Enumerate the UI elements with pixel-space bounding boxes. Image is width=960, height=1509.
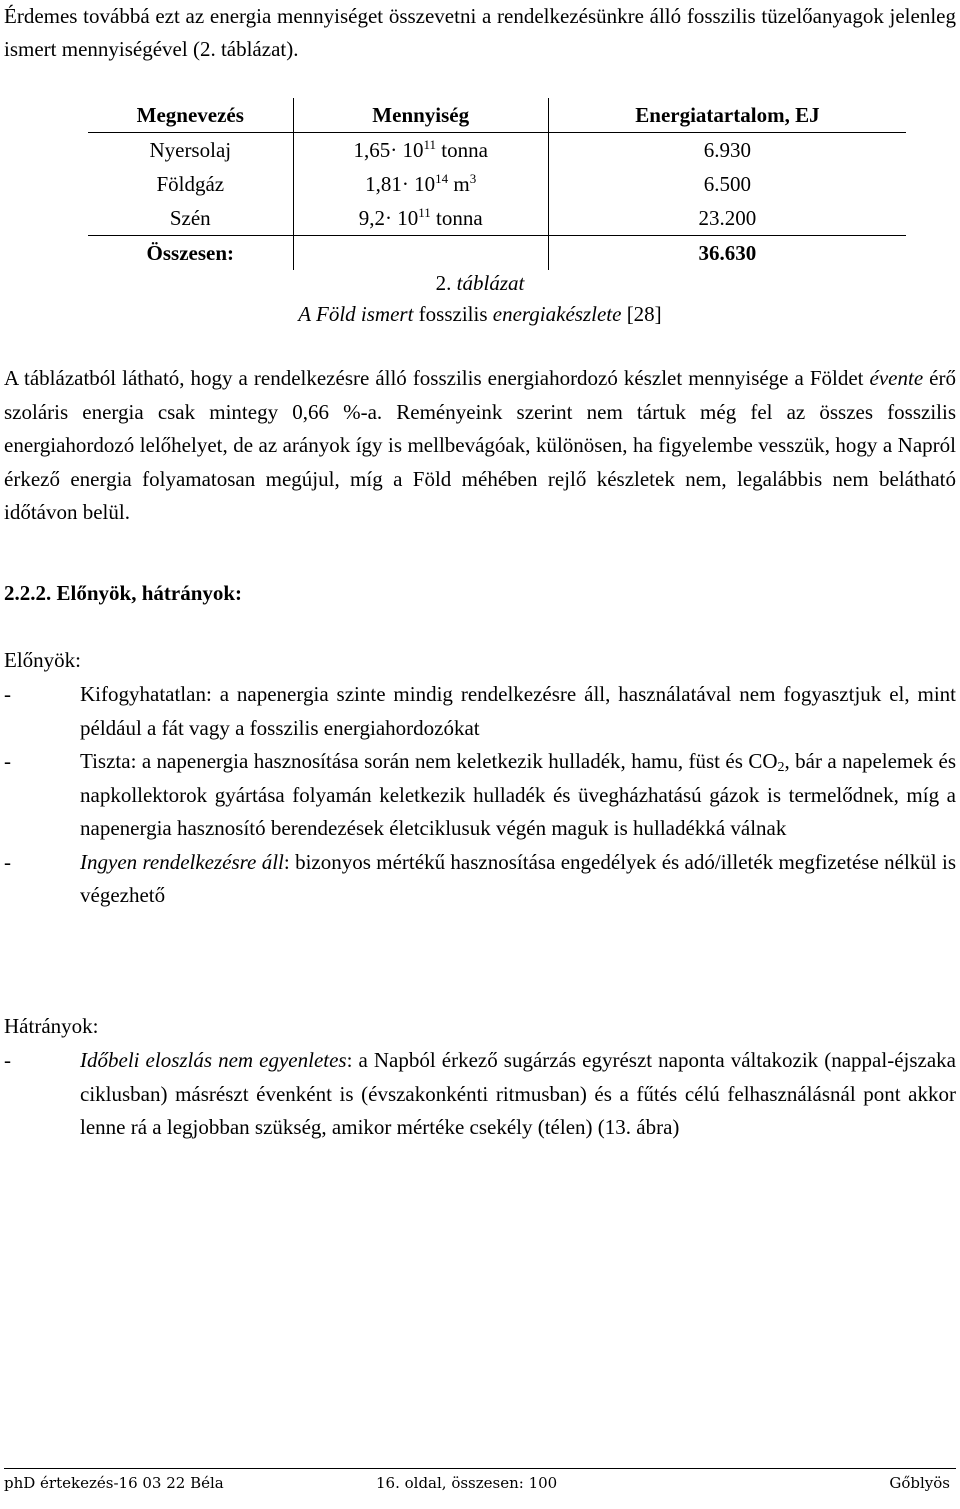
table-cell-empty [293, 236, 548, 271]
table-cell-name: Nyersolaj [149, 138, 232, 162]
list-dash: - [4, 682, 11, 706]
table-cell-quantity: $9,2\cdot 10^{11}$ tonna [293, 201, 548, 236]
table-header-row [88, 98, 906, 133]
table-total-label: Összesen: [146, 241, 235, 265]
table-row [88, 201, 906, 236]
table-cell-energy: 6.500 [548, 167, 906, 201]
footer-left: phD értekezés-16 03 22 Béla [4, 1474, 224, 1492]
list-item: - Tiszta: a napenergia hasznosítása során nem keletkezik hulladék, hamu, füst és $CO_2$, bár a napelemek és napkollektorok gyártása folyamán keletkezik hulladék és üvegházhatású gázok is termelődnek, míg a napenergia hasznosító berendezések életciklusuk végén maguk is hulladékká válnak [4, 745, 956, 846]
list-dash: - [4, 849, 11, 874]
table-header: Mennyiség [293, 98, 548, 133]
advantages-list [4, 678, 956, 913]
table-cell-quantity: $1,65\cdot 10^{11}$ tonna [293, 133, 548, 168]
list-dash: - [4, 1048, 11, 1072]
list-item: - Időbeli eloszlás nem egyenletes: a Napból érkező sugárzás egyrészt naponta váltakozik (nappal-éjszaka ciklusban) másrészt évenként is (évszakonkénti ritmusban) és a fűtés célú felhasználásnál pont akkor lenne rá a legjobban szükség, amikor mértéke csekély (télen) (13. ábra) [4, 1044, 956, 1145]
table-caption [4, 268, 956, 330]
table-cell-energy: 6.930 [548, 133, 906, 168]
table-row [88, 133, 906, 168]
table-cell-name: Földgáz [156, 172, 225, 196]
caption-subtitle: A Föld ismert fosszilis energiakészlete [28] [298, 302, 662, 326]
table-total-row [88, 236, 906, 271]
table-total-value: 36.630 [548, 236, 906, 271]
table-header: Megnevezés [88, 98, 293, 133]
list-item: - Ingyen rendelkezésre áll: bizonyos mértékű hasznosítása engedélyek és adó/illeték megfizetése nélkül is végezhető [4, 846, 956, 913]
disadvantages-label: Hátrányok: [4, 1014, 99, 1038]
list-item: - Kifogyhatatlan: a napenergia szinte mindig rendelkezésre áll, használatával nem fogyasztjuk el, mint például a fát vagy a fosszilis energiahordozókat [4, 678, 956, 745]
table-cell-name: Szén [88, 201, 293, 236]
caption-title: 2. táblázat [435, 271, 525, 295]
table-header: Energiatartalom, EJ [548, 98, 906, 133]
list-dash: - [4, 749, 11, 773]
disadvantages-list [4, 1044, 956, 1145]
body-paragraph: A táblázatból látható, hogy a rendelkezésre álló fosszilis energiahordozó készlet mennyisége a Földet évente érő szoláris energia csak mintegy 0,66 %-a. Reményeink szerint nem tártuk még fel az összes fosszilis energiahordozó lelőhelyet, de az arányok így is mellbevágóak, különösen, ha figyelembe vesszük, hogy a Napról érkező energia folyamatosan megújul, míg a Föld méhében rejlő készletek nem, legalábbis nem belátható időtávon belül. [4, 366, 956, 524]
table-cell-energy: 23.200 [548, 201, 906, 236]
fossil-fuel-table [88, 98, 906, 270]
section-heading: 2.2.2. Előnyök, hátrányok: [4, 581, 243, 605]
advantages-label: Előnyök: [4, 648, 81, 672]
table-row [88, 167, 906, 201]
footer-author: Gőblyös [889, 1474, 950, 1492]
table-cell-quantity: $1,81\cdot 10^{14}$ $m^3$ [293, 167, 548, 201]
intro-paragraph: Érdemes továbbá ezt az energia mennyiséget összevetni a rendelkezésünkre álló fosszilis tüzelőanyagok jelenleg ismert mennyiségével (2. táblázat). [4, 4, 956, 61]
footer-page-number: 16. oldal, összesen: 100 [376, 1474, 558, 1492]
footer-divider [4, 1468, 956, 1469]
